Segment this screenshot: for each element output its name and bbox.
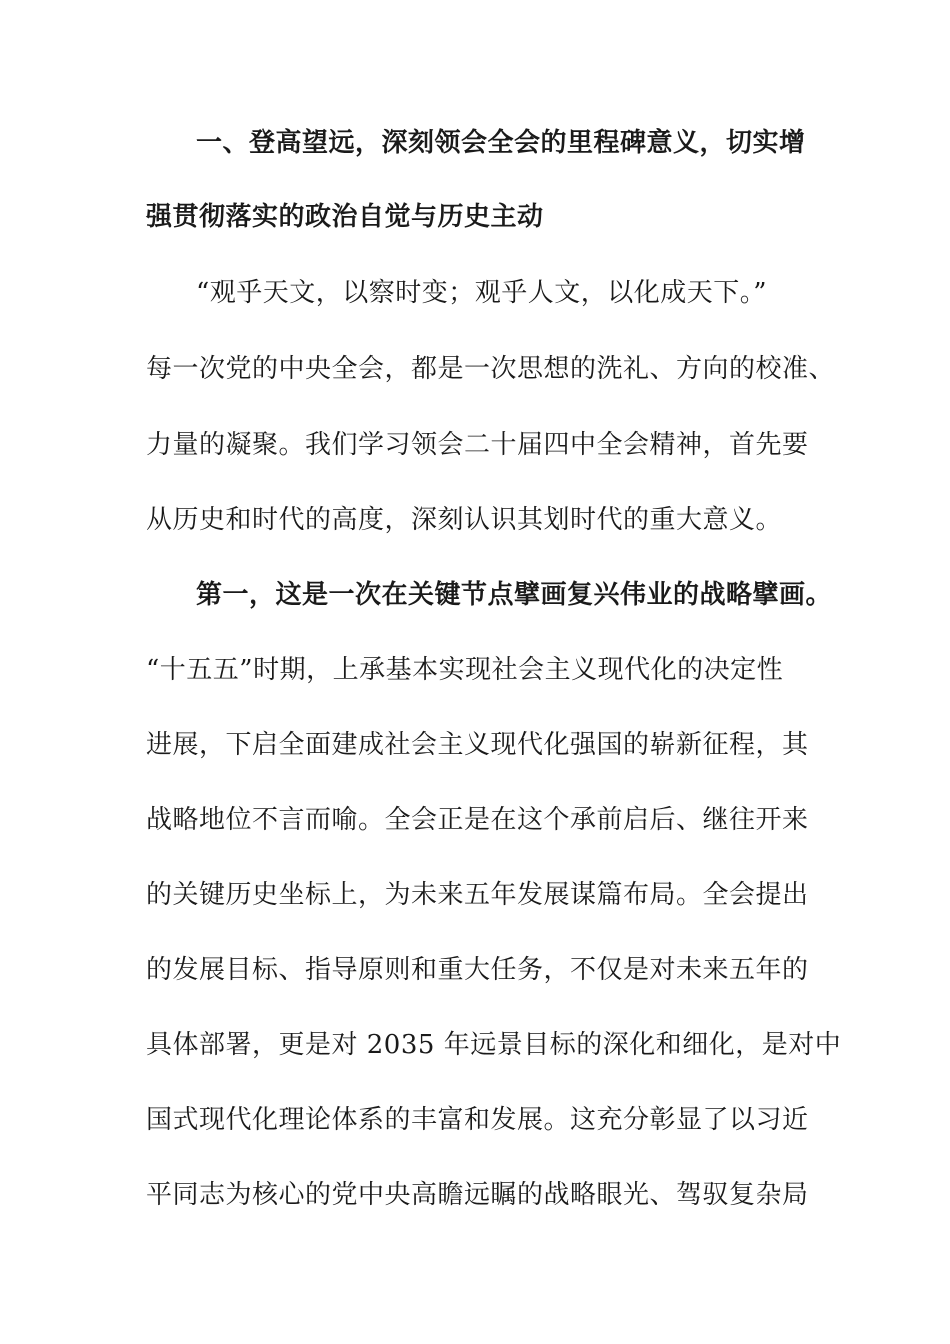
- paragraph-2-line-7: 具体部署，更是对 2035 年远景目标的深化和细化，是对中: [146, 1030, 842, 1060]
- paragraph-2-lead: 第一，这是一次在关键节点擘画复兴伟业的战略擘画。: [196, 580, 833, 610]
- paragraph-2-line-3: 进展，下启全面建成社会主义现代化强国的崭新征程，其: [146, 730, 809, 760]
- paragraph-1-line-3: 力量的凝聚。我们学习领会二十届四中全会精神，首先要: [146, 430, 809, 460]
- paragraph-2-line-8: 国式现代化理论体系的丰富和发展。这充分彰显了以习近: [146, 1105, 809, 1135]
- paragraph-2-line-5: 的关键历史坐标上，为未来五年发展谋篇布局。全会提出: [146, 880, 809, 910]
- section-heading-line-2: 强贯彻落实的政治自觉与历史主动: [146, 202, 544, 232]
- paragraph-1-line-4: 从历史和时代的高度，深刻认识其划时代的重大意义。: [146, 505, 783, 535]
- paragraph-2-line-9: 平同志为核心的党中央高瞻远瞩的战略眼光、驾驭复杂局: [146, 1180, 809, 1210]
- paragraph-1-line-1: “观乎天文，以察时变；观乎人文，以化成天下。”: [196, 278, 768, 308]
- section-heading-line-1: 一、登高望远，深刻领会全会的里程碑意义，切实增: [196, 128, 806, 158]
- paragraph-2-line-2: “十五五”时期，上承基本实现社会主义现代化的决定性: [146, 655, 784, 685]
- paragraph-2-line-4: 战略地位不言而喻。全会正是在这个承前启后、继往开来: [146, 805, 809, 835]
- paragraph-1-line-2: 每一次党的中央全会，都是一次思想的洗礼、方向的校准、: [146, 354, 836, 384]
- paragraph-2-line-6: 的发展目标、指导原则和重大任务，不仅是对未来五年的: [146, 955, 809, 985]
